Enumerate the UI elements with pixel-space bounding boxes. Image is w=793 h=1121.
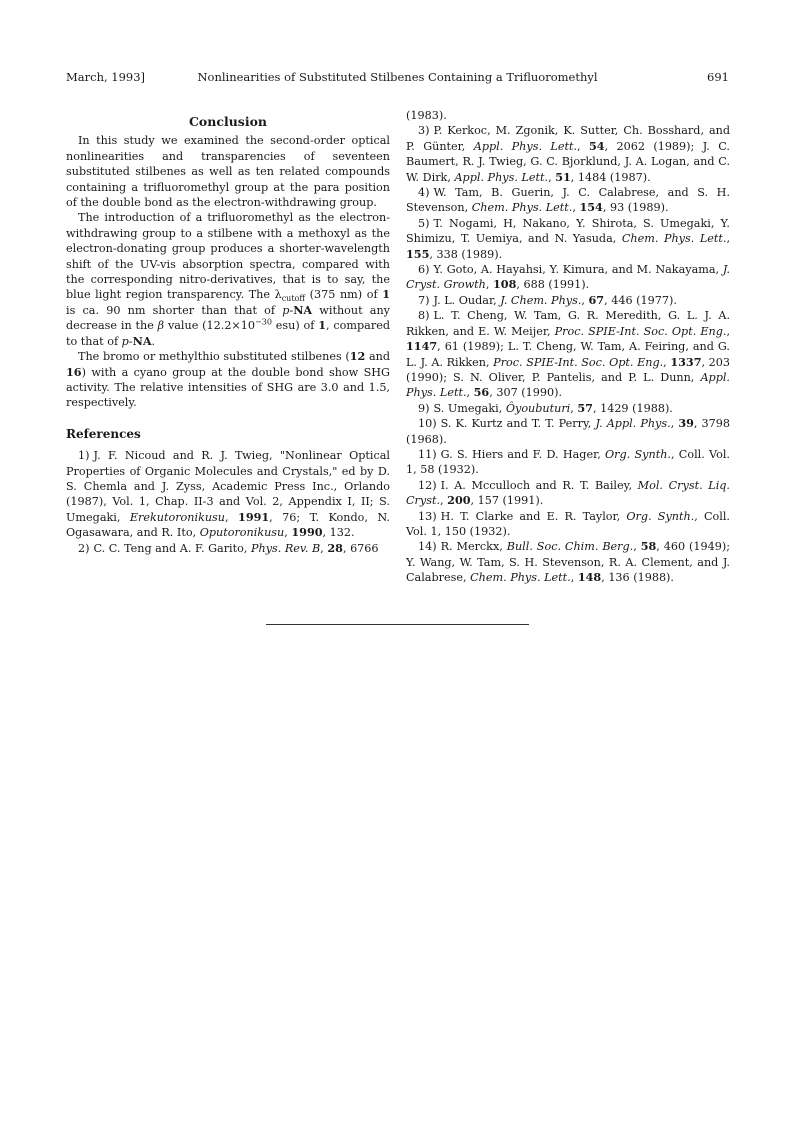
end-rule: [266, 624, 529, 625]
running-header: [66, 70, 729, 86]
conclusion-paragraph-2: The introduction of a trifluoromethyl as the electron-withdrawing group to a stilbene with a methoxyl as the electron-donating group produces a shorter-wavelength shift of the UV-vis absorption spectra, compared with the corresponding nitro-derivatives, that is to say, the blue light region transparency. The $\lambda_{cutoff}$ (375 nm) of 1 is ca. 90 nm shorter than that of p-NA without any decrease in the β value ($12.2\times 10^{-30}$ esu) of 1, compared to that of p-NA.: [66, 211, 391, 348]
reference-14: 14) R. Merckx, Bull. Soc. Chim. Berg., 58, 460 (1949); Y. Wang, W. Tam, S. H. Stevenson, R. A. Clement, and J. Calabrese, Chem. Phys. Lett., 148, 136 (1988).: [406, 539, 730, 585]
reference-12: 12) I. A. Mcculloch and R. T. Bailey, Mol. Cryst. Liq. Cryst., 200, 157 (1991).: [406, 478, 730, 508]
reference-7: 7) J. L. Oudar, J. Chem. Phys., 67, 446 (1977).: [418, 292, 677, 307]
header-date: March, 1993]: [66, 70, 146, 84]
reference-4: 4) W. Tam, B. Guerin, J. C. Calabrese, and S. H. Stevenson, Chem. Phys. Lett., 154, 93 (1989).: [406, 186, 730, 215]
reference-3: 3) P. Kerkoc, M. Zgonik, K. Sutter, Ch. Bosshard, and P. Günter, Appl. Phys. Lett., 54, 2062 (1989); J. C. Baumert, R. J. Twieg, G. C. Bjorklund, J. A. Logan, and C. W. Dirk, Appl. Phys. Lett., 51, 1484 (1987).: [406, 124, 730, 184]
reference-8: 8) L. T. Cheng, W. Tam, G. R. Meredith, G. L. J. A. Rikken, and E. W. Meijer, Proc. SPIE-Int. Soc. Opt. Eng., 1147, 61 (1989); L. T. Cheng, W. Tam, A. Feiring, and G. L. J. A. Rikken, Proc. SPIE-Int. Soc. Opt. Eng., 1337, 203 (1990); S. N. Oliver, P. Pantelis, and P. L. Dunn, Appl. Phys. Lett., 56, 307 (1990).: [406, 309, 731, 400]
right-column: [406, 108, 730, 586]
header-title: Nonlinearities of Substituted Stilbenes Containing a Trifluoromethyl: [197, 70, 598, 84]
reference-1: 1) J. F. Nicoud and R. J. Twieg, "Nonlinear Optical Properties of Organic Molecules and Crystals," ed by D. S. Chemla and J. Zyss, Academic Press Inc., Orlando (1987), Vol. 1, Chap. II-3 and Vol. 2, Appendix I, II; S. Umegaki, Erekutoronikusu, 1991, 76; T. Kondo, N. Ogasawara, and R. Ito, Oputoronikusu, 1990, 132.: [66, 449, 390, 540]
reference-9: 9) S. Umegaki, Ôyoubuturi, 57, 1429 (1988).: [418, 400, 673, 415]
reference-5: 5) T. Nogami, H, Nakano, Y. Shirota, S. Umegaki, Y. Shimizu, T. Uemiya, and N. Yasuda, Chem. Phys. Lett., 155, 338 (1989).: [406, 216, 730, 261]
references-heading: References: [66, 426, 141, 441]
page-number: 691: [707, 70, 729, 84]
conclusion-paragraph-3: The bromo or methylthio substituted stilbenes (12 and 16) with a cyano group at the double bond show SHG activity. The relative intensities of SHG are 3.0 and 1.5, respectively.: [66, 349, 391, 410]
conclusion-paragraph-1: In this study we examined the second-order optical nonlinearities and transparencies of seventeen substituted stilbenes as well as ten related compounds containing a trifluoromethyl group at the para position of the double bond as the electron-withdrawing group.: [66, 134, 390, 210]
reference-6: 6) Y. Goto, A. Hayahsi, Y. Kimura, and M. Nakayama, J. Cryst. Growth, 108, 688 (1991).: [406, 263, 730, 292]
reference-2: 2) C. C. Teng and A. F. Garito, Phys. Rev. B, 28, 6766: [78, 540, 379, 555]
left-column: [66, 108, 390, 556]
reference-11: 11) G. S. Hiers and F. D. Hager, Org. Synth., Coll. Vol. 1, 58 (1932).: [406, 447, 730, 477]
reference-10: 10) S. K. Kurtz and T. T. Perry, J. Appl. Phys., 39, 3798 (1968).: [406, 416, 730, 446]
reference-2-continued: (1983).: [406, 109, 447, 122]
conclusion-heading: Conclusion: [188, 114, 268, 129]
reference-13: 13) H. T. Clarke and E. R. Taylor, Org. Synth., Coll. Vol. 1, 150 (1932).: [406, 509, 730, 538]
